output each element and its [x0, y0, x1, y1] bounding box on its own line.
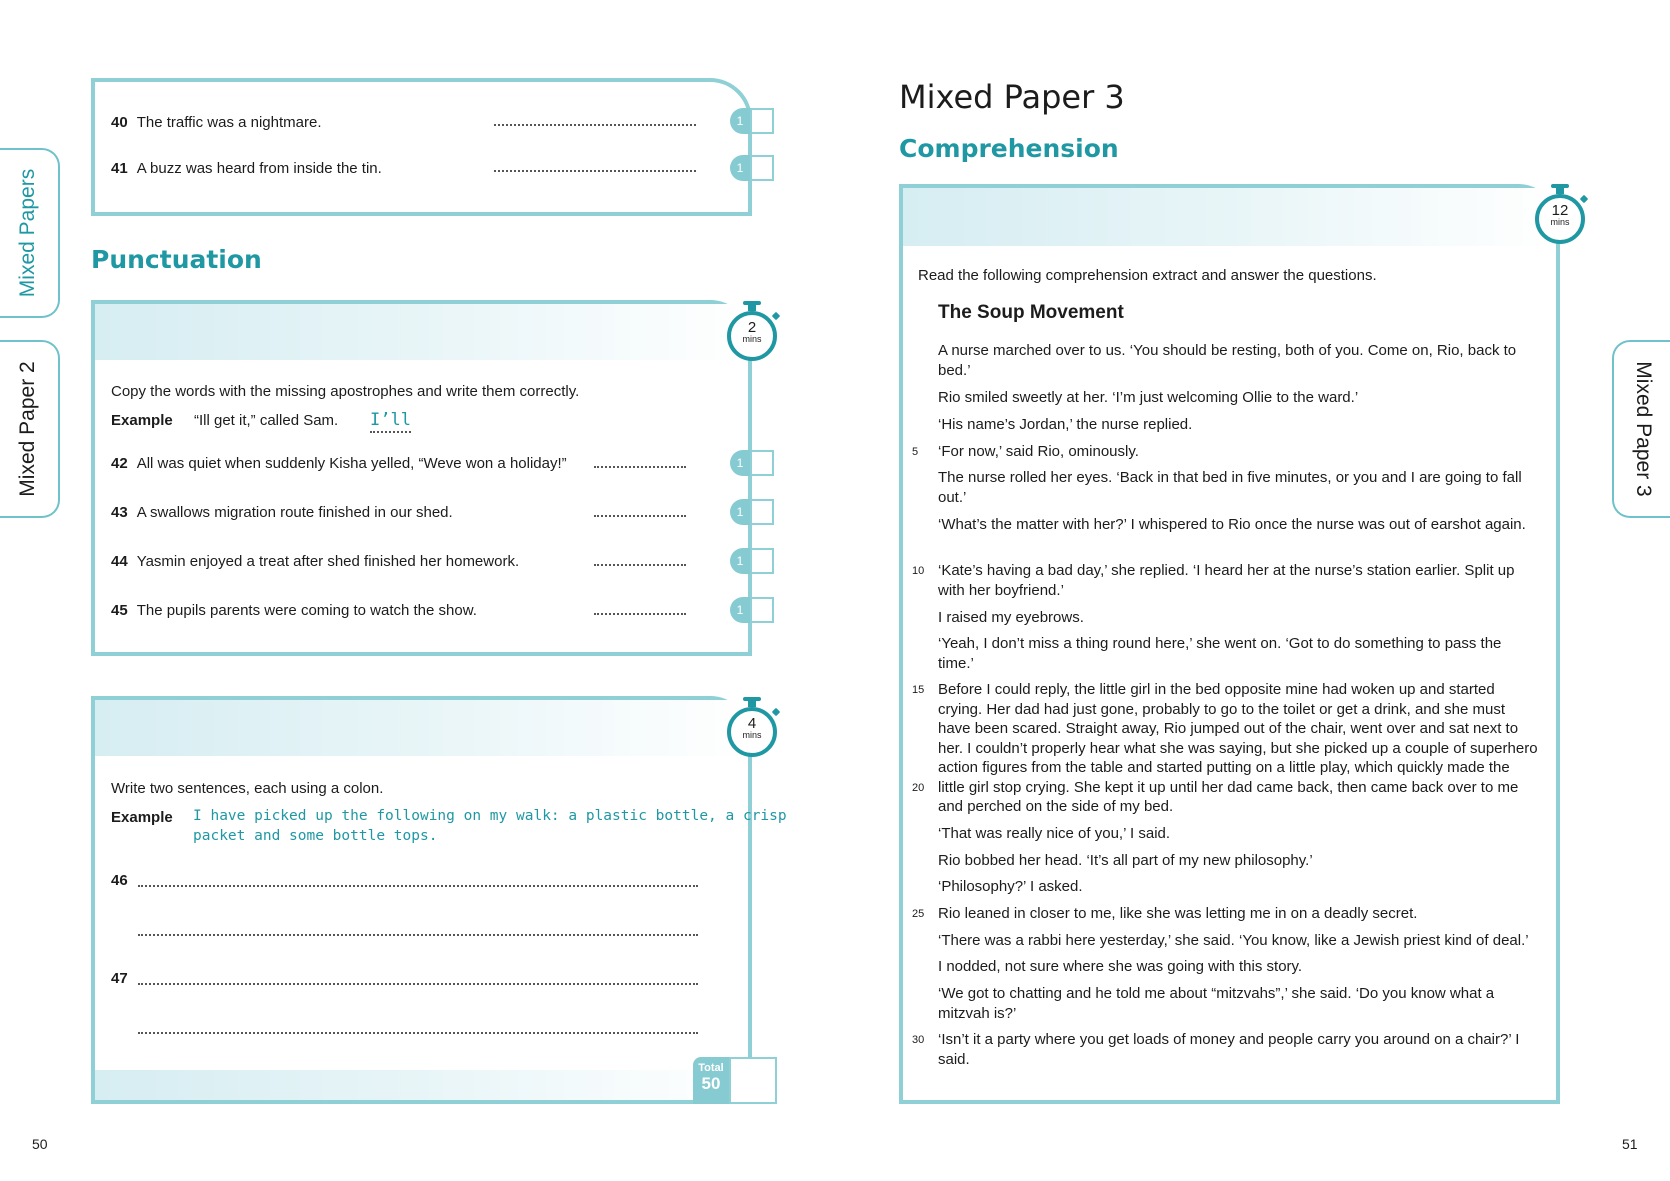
panel-header-band: [95, 304, 748, 360]
example-label: Example: [111, 412, 173, 429]
question-41: [111, 160, 382, 177]
mark-value: 1: [730, 597, 750, 623]
mark-box-44: [730, 548, 774, 574]
timer-icon-12-mins: [1535, 194, 1585, 244]
question-47-number: 47: [111, 970, 128, 987]
question-42: [111, 455, 567, 472]
total-label-block: [693, 1057, 729, 1104]
line-number-30: 30: [912, 1034, 925, 1046]
mark-box-45: [730, 597, 774, 623]
punctuation-heading: Punctuation: [91, 245, 262, 274]
story-paragraph-3: ‘His name’s Jordan,’ the nurse replied.: [938, 416, 1193, 433]
question-46-number: 46: [111, 872, 128, 889]
answer-line-47a[interactable]: [138, 983, 698, 985]
answer-line-46b[interactable]: [138, 934, 698, 936]
question-44: [111, 553, 519, 570]
side-tab-mixed-paper-2[interactable]: [0, 340, 60, 518]
colon-panel: [91, 696, 752, 1104]
line-number-10: 10: [912, 565, 925, 577]
answer-line-45[interactable]: [594, 613, 686, 615]
panel-footer-band: [95, 1070, 748, 1100]
timer-unit: mins: [742, 334, 762, 344]
question-text: All was quiet when suddenly Kisha yelled, “Weve won a holiday!”: [136, 455, 567, 472]
page-number-left: 50: [32, 1136, 48, 1152]
question-text: A swallows migration route finished in our shed.: [136, 504, 453, 521]
colon-example-line-1: I have picked up the following on my walk: a plastic bottle, a crisp: [193, 808, 787, 824]
mark-square[interactable]: [750, 548, 774, 574]
timer-number: 12: [1551, 202, 1569, 219]
continued-question-panel: [91, 78, 752, 216]
mark-value: 1: [730, 108, 750, 134]
answer-line-47b[interactable]: [138, 1032, 698, 1034]
mark-square[interactable]: [750, 155, 774, 181]
question-number: 45: [111, 602, 128, 619]
story-paragraph-9: ‘Yeah, I don’t miss a thing round here,’ she went on. ‘Got to do something to pass the time.’: [938, 635, 1502, 672]
question-43: [111, 504, 453, 521]
side-tab-mixed-paper-2-label: Mixed Paper 2: [16, 361, 39, 497]
story-paragraph-13: ‘Philosophy?’ I asked.: [938, 878, 1083, 895]
total-score-box: [693, 1057, 777, 1104]
answer-line-46a[interactable]: [138, 885, 698, 887]
page-number-right: 51: [1622, 1136, 1638, 1152]
story-paragraph-12: Rio bobbed her head. ‘It’s all part of my new philosophy.’: [938, 852, 1313, 869]
answer-line-42[interactable]: [594, 466, 686, 468]
question-number: 44: [111, 553, 128, 570]
mark-value: 1: [730, 450, 750, 476]
question-number: 43: [111, 504, 128, 521]
story-paragraph-10: Before I could reply, the little girl in the bed opposite mine had woken up and started crying. Her dad had just gone, probably to go to the toilet or get a drink, and she must have been scared. Straight away, Rio jumped out of the chair, went over and sat next to her. I couldn’t properly hear what she was saying, but she picked up a couple of superhero action figures from the table and started putting on a little play, which quickly made the little girl stop crying. She kept it up until her dad came back, then came back over to me and perched on the side of my bed.: [938, 681, 1538, 815]
line-number-5: 5: [912, 446, 919, 458]
timer-number: 4: [747, 715, 757, 732]
question-text: Yasmin enjoyed a treat after shed finished her homework.: [136, 553, 520, 570]
story-paragraph-16: I nodded, not sure where she was going with this story.: [938, 958, 1303, 975]
punctuation-example: [111, 412, 338, 429]
question-number: 41: [111, 160, 128, 177]
mark-square[interactable]: [750, 597, 774, 623]
answer-line-41[interactable]: [494, 170, 696, 172]
example-answer: I’ll: [370, 410, 411, 433]
story-paragraph-4: ‘For now,’ said Rio, ominously.: [938, 443, 1139, 460]
answer-line-44[interactable]: [594, 564, 686, 566]
mark-box-43: [730, 499, 774, 525]
comprehension-heading: Comprehension: [899, 134, 1119, 163]
example-text: “Ill get it,” called Sam.: [194, 412, 339, 429]
mark-box-40: [730, 108, 774, 134]
answer-line-40[interactable]: [494, 124, 696, 126]
mark-square[interactable]: [750, 108, 774, 134]
timer-unit: mins: [742, 730, 762, 740]
story-paragraph-2: Rio smiled sweetly at her. ‘I’m just welcoming Ollie to the ward.’: [938, 389, 1359, 406]
question-number: 42: [111, 455, 128, 472]
total-value: 50: [701, 1074, 721, 1093]
comprehension-instruction: Read the following comprehension extract and answer the questions.: [918, 267, 1377, 284]
timer-icon-2-mins: [727, 311, 777, 361]
line-number-20: 20: [912, 782, 925, 794]
line-number-15: 15: [912, 684, 925, 696]
story-paragraph-7: ‘Kate’s having a bad day,’ she replied. ‘I heard her at the nurse’s station earlier. Split up with her boyfriend.’: [938, 562, 1515, 599]
side-tab-mixed-paper-3-label: Mixed Paper 3: [1632, 361, 1655, 497]
timer-number: 2: [747, 319, 757, 336]
question-text: The traffic was a nightmare.: [136, 114, 322, 131]
panel-header-band: [95, 700, 748, 756]
total-label: Total: [698, 1062, 724, 1074]
story-paragraph-14: Rio leaned in closer to me, like she was letting me in on a deadly secret.: [938, 905, 1418, 922]
story-paragraph-17: ‘We got to chatting and he told me about “mitzvahs”,’ she said. ‘Do you know what a mitzvah is?’: [938, 985, 1495, 1022]
timer-icon-4-mins: [727, 707, 777, 757]
colon-example-label: Example: [111, 809, 173, 826]
question-45: [111, 602, 477, 619]
colon-instruction: Write two sentences, each using a colon.: [111, 780, 384, 797]
punctuation-instruction: Copy the words with the missing apostrophes and write them correctly.: [111, 383, 580, 400]
question-40: [111, 114, 322, 131]
side-tab-mixed-papers-label: Mixed Papers: [16, 168, 39, 298]
mark-box-42: [730, 450, 774, 476]
mixed-paper-3-heading: Mixed Paper 3: [899, 78, 1125, 116]
question-text: The pupils parents were coming to watch the show.: [136, 602, 477, 619]
mark-value: 1: [730, 155, 750, 181]
mark-square[interactable]: [750, 450, 774, 476]
side-tab-mixed-paper-3[interactable]: [1612, 340, 1670, 518]
story-paragraph-6: ‘What’s the matter with her?’ I whispered to Rio once the nurse was out of earshot again.: [938, 516, 1526, 533]
colon-example-line-2: packet and some bottle tops.: [193, 828, 438, 844]
total-score-square[interactable]: [729, 1057, 777, 1104]
question-number: 40: [111, 114, 128, 131]
answer-line-43[interactable]: [594, 515, 686, 517]
story-paragraph-15: ‘There was a rabbi here yesterday,’ she said. ‘You know, like a Jewish priest kind of deal.’: [938, 932, 1529, 949]
story-paragraph-1: A nurse marched over to us. ‘You should be resting, both of you. Come on, Rio, back to bed.’: [938, 342, 1517, 379]
story-paragraph-8: I raised my eyebrows.: [938, 609, 1084, 626]
story-paragraph-11: ‘That was really nice of you,’ I said.: [938, 825, 1171, 842]
timer-unit: mins: [1550, 217, 1570, 227]
mark-value: 1: [730, 499, 750, 525]
panel-header-band: [903, 188, 1556, 246]
question-text: A buzz was heard from inside the tin.: [136, 160, 382, 177]
story-title: The Soup Movement: [938, 302, 1124, 323]
story-paragraph-5: The nurse rolled her eyes. ‘Back in that bed in five minutes, or you and I are going to fall out.’: [938, 469, 1522, 506]
mark-square[interactable]: [750, 499, 774, 525]
story-paragraph-18: ‘Isn’t it a party where you get loads of money and people carry you around on a chair?’ I said.: [938, 1031, 1520, 1068]
mark-value: 1: [730, 548, 750, 574]
side-tab-mixed-papers[interactable]: [0, 148, 60, 318]
mark-box-41: [730, 155, 774, 181]
line-number-25: 25: [912, 908, 925, 920]
